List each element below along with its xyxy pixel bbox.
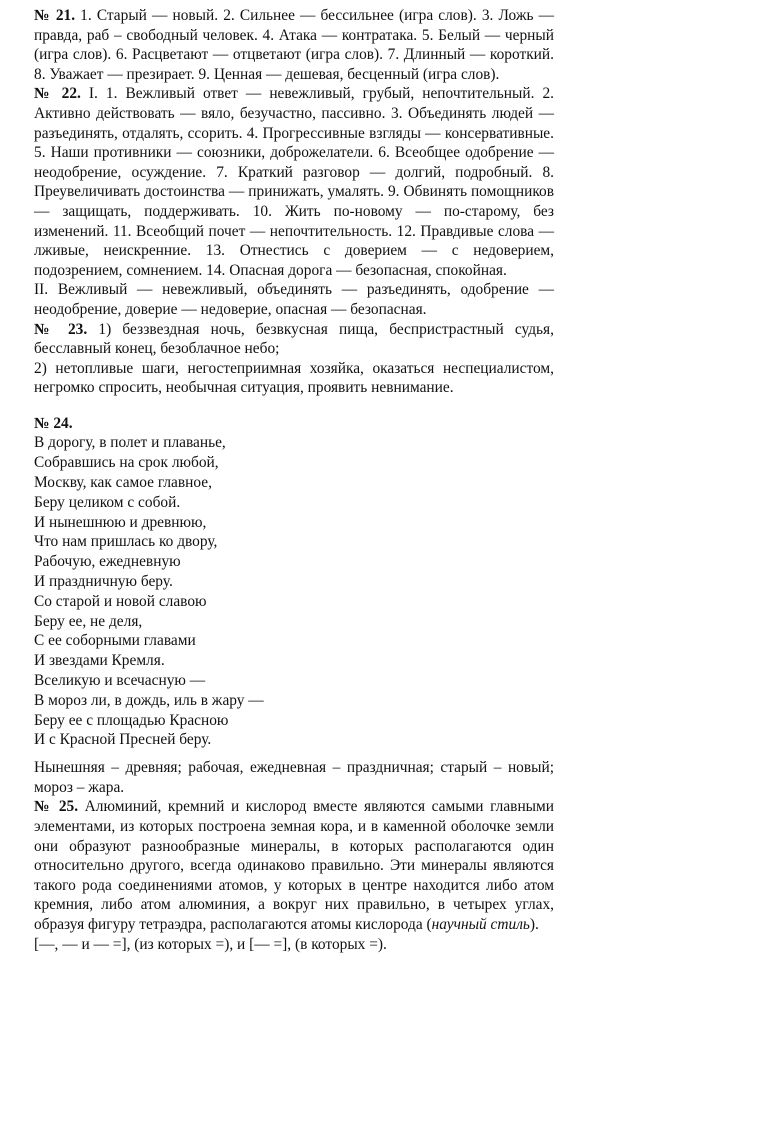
poem-line: И нынешнюю и древнюю, — [34, 513, 207, 531]
poem-line: В мороз ли, в дождь, иль в жару — — [34, 691, 264, 709]
exercise-text: I. 1. Вежливый ответ — невежливый, грубый, непочтительный. 2. Активно действовать — вяло, безучастно, пассивно. 3. Объединять людей — разъединять, отдалять, ссорить. 4. Прогрессивные взгляды — консервативные. 5. Наши противники — союзники, доброжелатели. 6. Всеобщее одобрение — неодобрение, осуждение. 7. Краткий разговор — долгий, подробный. 8. Преувеличивать достоинства — принижать, умалять. 9. Обвинять помощников — защищать, поддерживать. 10. Жить по-новому — по-старому, без изменений. 11. Всеобщий почет — непочтительность. 12. Правдивые слова — лживые, неискренние. 13. Отнестись с доверием — с недоверием, подозрением, сомнением. 14. Опасная дорога — безопасная, спокойная. — [34, 85, 554, 279]
poem-line: И звездами Кремля. — [34, 652, 165, 670]
exercise-22-part-2 — [34, 280, 554, 319]
exercise-24-summary: Нынешняя – древняя; рабочая, ежедневная – праздничная; старый – новый; мороз – жара. — [34, 759, 554, 796]
poem-line: Беру целиком с собой. — [34, 493, 181, 511]
style-note: научный стиль — [431, 915, 530, 933]
poem-line: И праздничную беру. — [34, 573, 173, 591]
exercise-22 — [34, 84, 554, 280]
poem-line: Беру ее с площадью Красною — [34, 711, 229, 729]
poem — [34, 433, 554, 750]
exercise-number: № 22. — [34, 85, 81, 103]
exercise-23 — [34, 320, 554, 359]
exercise-23-line-2 — [34, 359, 554, 398]
poem-line: И с Красной Пресней беру. — [34, 731, 212, 749]
exercise-text: Алюминий, кремний и кислород вместе являются самыми главными элементами, из которых построена земная кора, и в каменной оболочке земли они образуют разнообразные минералы, в которых располагаются один относительно другого, всегда одинаково правильно. Эти минералы являются такого рода соединениями атомов, у которых в центре находится либо атом кремния, либо атом алюминия, а вокруг них правильно, в четырех углах, образуя фигуру тетраэдра, располагаются атомы кислорода ( — [34, 798, 554, 933]
poem-line: С ее соборными главами — [34, 632, 196, 650]
exercise-text: 1. Старый — новый. 2. Сильнее — бессильнее (игра слов). 3. Ложь — правда, раб – свободный человек. 4. Атака — контратака. 5. Белый — черный (игра слов). 6. Расцветают — отцветают (игра слов). 7. Длинный — короткий. 8. Уважает — презирает. 9. Ценная — дешевая, бесценный (игра слов). — [34, 7, 554, 83]
poem-line: В дорогу, в полет и плаванье, — [34, 434, 226, 452]
poem-line: Вселикую и всечасную — — [34, 672, 206, 690]
exercise-text: 2) нетопливые шаги, негостеприимная хозяйка, оказаться неспециалистом, негромко спросить, необычная ситуация, проявить невнимание. — [34, 359, 554, 397]
exercise-text: 1) беззвездная ночь, безвкусная пища, беспристрастный судья, бесславный конец, безоблачное небо; — [34, 320, 554, 358]
exercise-21 — [34, 6, 554, 84]
poem-line: Беру ее, не деля, — [34, 612, 143, 630]
exercise-25 — [34, 797, 554, 934]
poem-line: Со старой и новой славою — [34, 592, 207, 610]
poem-line: Москву, как самое главное, — [34, 474, 212, 492]
exercise-number: № 25. — [34, 798, 79, 816]
exercise-number: № 21. — [34, 7, 76, 24]
poem-line: Собравшись на срок любой, — [34, 454, 219, 472]
exercise-number: № 23. — [34, 320, 88, 338]
exercise-text: II. Вежливый — невежливый, объединять — разъединять, одобрение — неодобрение, доверие — недоверие, опасная — безопасная. — [34, 281, 554, 318]
sentence-scheme: [—, — и — =], (из которых =), и [— =], (в которых =). — [34, 935, 387, 953]
textbook-page — [34, 6, 554, 954]
exercise-24-number: № 24. — [34, 414, 73, 432]
poem-line: Рабочую, ежедневную — [34, 553, 181, 571]
poem-line: Что нам пришлась ко двору, — [34, 533, 218, 551]
exercise-text-end: ). — [529, 915, 539, 933]
